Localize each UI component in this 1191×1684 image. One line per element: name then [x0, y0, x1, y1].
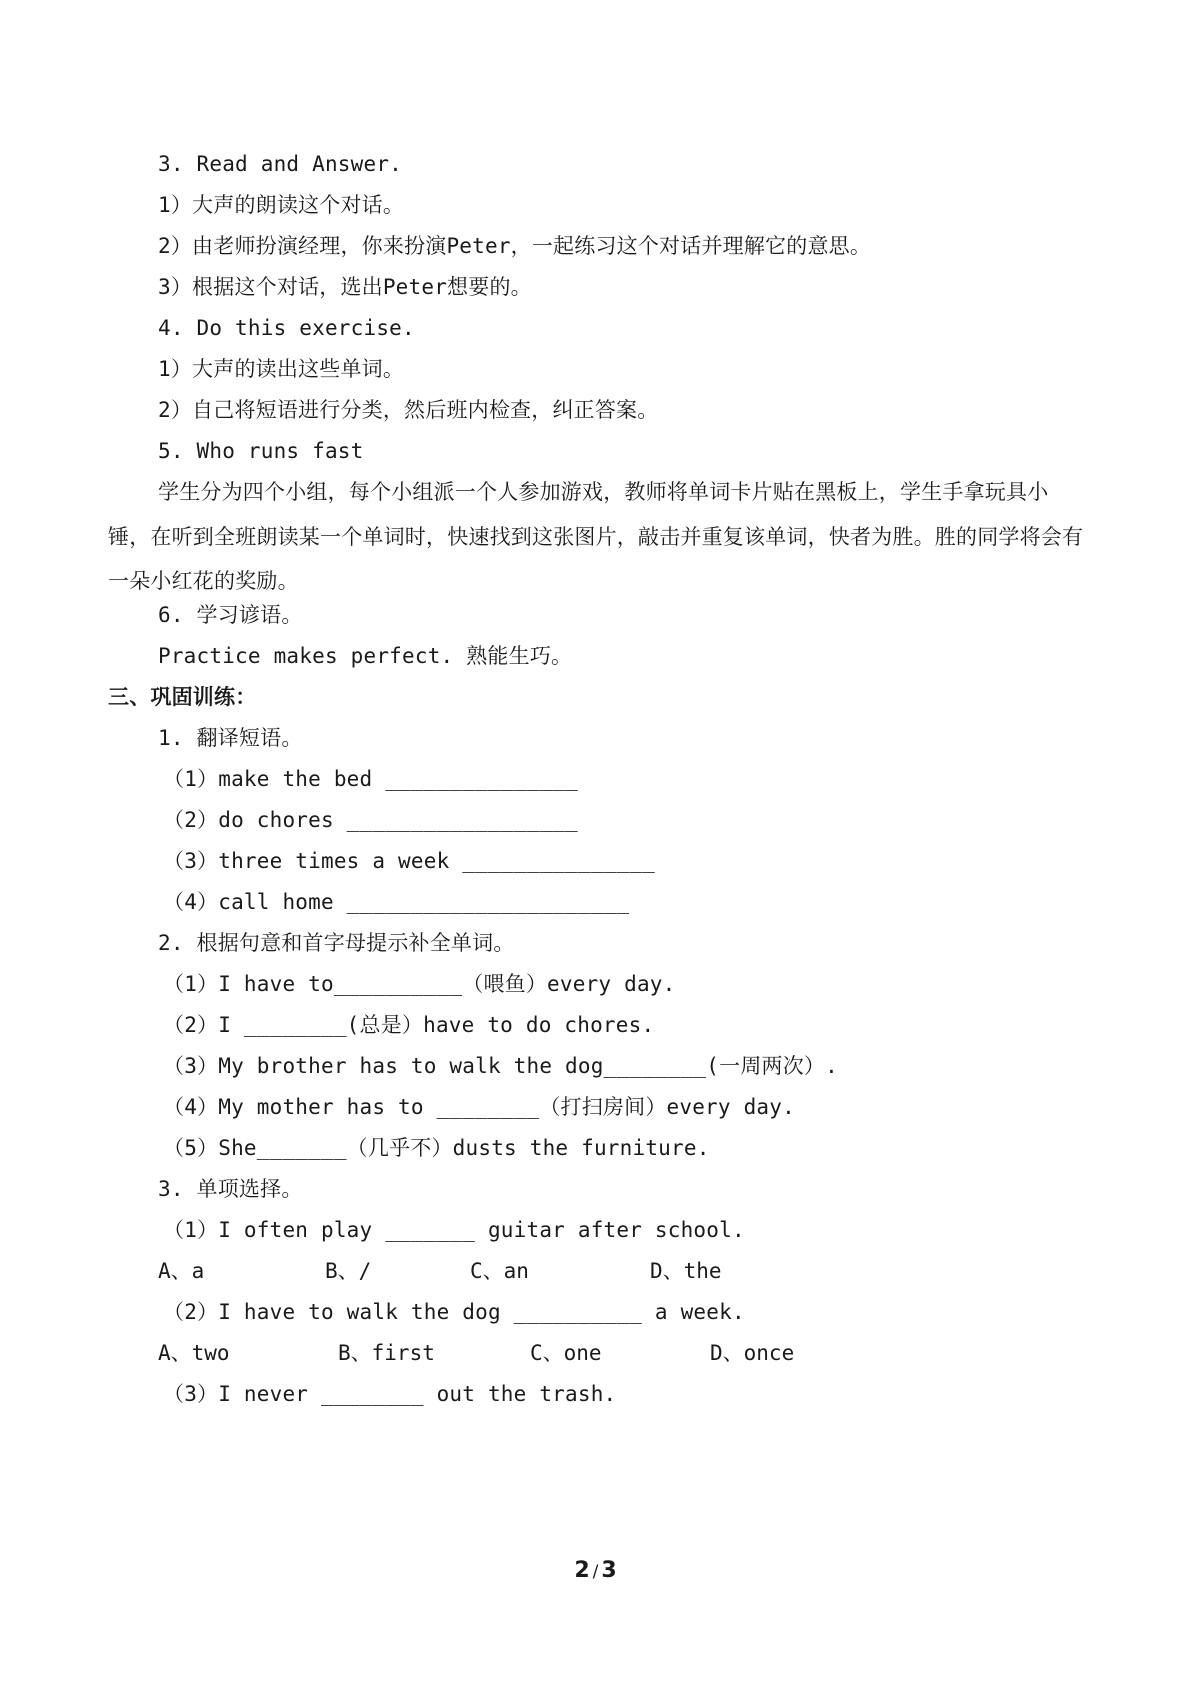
- step5-title: 5. Who runs fast: [158, 439, 364, 463]
- q3-q1-option-c: C、an: [470, 1259, 529, 1283]
- step4-item-2: 2）自己将短语进行分类，然后班内检查，纠正答案。: [158, 398, 659, 422]
- section3-heading: 三、巩固训练：: [108, 685, 257, 709]
- q1-item-3: （3）three times a week _______________: [163, 849, 655, 873]
- q2-item-4: （4）My mother has to ________（打扫房间）every day.: [163, 1095, 795, 1119]
- step6-proverb: Practice makes perfect. 熟能生巧。: [158, 644, 573, 668]
- q3-question-3-stem: （3）I never ________ out the trash.: [163, 1382, 617, 1406]
- q3-q1-option-d: D、the: [650, 1259, 722, 1283]
- step6-title: 6. 学习谚语。: [158, 603, 303, 627]
- total-pages: 3: [601, 1558, 617, 1583]
- q3-q1-option-a: A、a: [158, 1259, 205, 1283]
- q2-item-1: （1）I have to__________（喂鱼）every day.: [163, 972, 676, 996]
- q1-item-4: （4）call home ______________________: [163, 890, 630, 914]
- q1-title: 1. 翻译短语。: [158, 726, 303, 750]
- q3-q2-option-d: D、once: [710, 1341, 795, 1365]
- step3-item-2: 2）由老师扮演经理，你来扮演Peter，一起练习这个对话并理解它的意思。: [158, 234, 872, 258]
- step4-item-1: 1）大声的读出这些单词。: [158, 357, 405, 381]
- page-separator: /: [592, 1562, 599, 1582]
- q2-item-5: （5）She_______（几乎不）dusts the furniture.: [163, 1136, 710, 1160]
- q3-q2-option-b: B、first: [338, 1341, 435, 1365]
- step4-title: 4. Do this exercise.: [158, 316, 415, 340]
- q1-item-1: （1）make the bed _______________: [163, 767, 578, 791]
- q2-item-3: （3）My brother has to walk the dog________(一周两次）.: [163, 1054, 838, 1078]
- q2-item-2: （2）I ________(总是）have to do chores.: [163, 1013, 655, 1037]
- step5-paragraph: 学生分为四个小组，每个小组派一个人参加游戏，教师将单词卡片贴在黑板上，学生手拿玩具小锤，在听到全班朗读某一个单词时，快速找到这张图片，敲击并重复该单词，快者为胜。胜的同学将会有一朵小红花的奖励。: [108, 480, 1084, 593]
- q3-q1-option-b: B、/: [325, 1259, 372, 1283]
- q3-question-2-stem: （2）I have to walk the dog __________ a week.: [163, 1300, 745, 1324]
- step3-item-1: 1）大声的朗读这个对话。: [158, 193, 405, 217]
- q3-question-1-stem: （1）I often play _______ guitar after school.: [163, 1218, 745, 1242]
- current-page: 2: [574, 1558, 590, 1583]
- q2-title: 2. 根据句意和首字母提示补全单词。: [158, 931, 515, 955]
- q3-q2-option-a: A、two: [158, 1341, 230, 1365]
- step3-title: 3. Read and Answer.: [158, 152, 403, 176]
- q3-title: 3. 单项选择。: [158, 1177, 303, 1201]
- q3-q2-option-c: C、one: [530, 1341, 602, 1365]
- page-number: [0, 1558, 1191, 1583]
- q1-item-2: （2）do chores __________________: [163, 808, 578, 832]
- step3-item-3: 3）根据这个对话，选出Peter想要的。: [158, 275, 532, 299]
